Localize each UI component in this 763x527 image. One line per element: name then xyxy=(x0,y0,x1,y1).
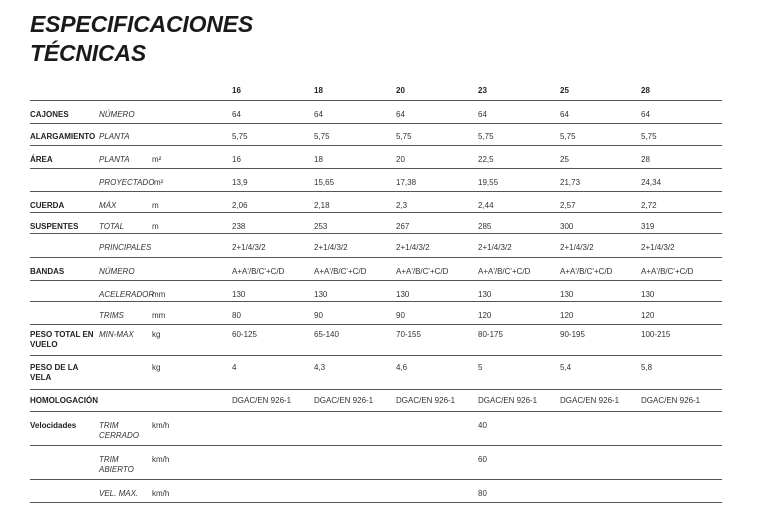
row-value: 4,6 xyxy=(396,363,408,372)
row-value: 64 xyxy=(641,110,650,119)
row-value: 5,75 xyxy=(478,132,494,141)
row-value: 2,18 xyxy=(314,201,330,210)
size-header-18: 18 xyxy=(314,86,323,95)
row-value: 2,72 xyxy=(641,201,657,210)
row-category: CAJONES xyxy=(30,110,69,119)
row-value: 2+1/4/3/2 xyxy=(396,243,430,252)
row-value: 5,75 xyxy=(641,132,657,141)
row-category: PESO TOTAL EN VUELO xyxy=(30,330,94,349)
table-row xyxy=(30,390,722,412)
row-value: 130 xyxy=(641,290,655,299)
table-row xyxy=(30,146,722,169)
row-value: 130 xyxy=(232,290,246,299)
row-category: CUERDA xyxy=(30,201,65,210)
row-unit: km/h xyxy=(152,421,170,430)
row-value: 80 xyxy=(478,489,487,498)
row-value: 65-140 xyxy=(314,330,339,339)
row-unit: kg xyxy=(152,363,161,372)
row-value: 4 xyxy=(232,363,237,372)
row-value: A+A'/B/C'+C/D xyxy=(314,267,367,276)
row-value: 2+1/4/3/2 xyxy=(478,243,512,252)
row-value: A+A'/B/C'+C/D xyxy=(478,267,531,276)
size-header-28: 28 xyxy=(641,86,650,95)
size-header-16: 16 xyxy=(232,86,241,95)
row-value: 130 xyxy=(314,290,328,299)
table-row xyxy=(30,356,722,390)
row-unit: m xyxy=(152,222,159,231)
row-value: 2,44 xyxy=(478,201,494,210)
row-value: 20 xyxy=(396,155,405,164)
row-unit: mm xyxy=(152,290,166,299)
row-value: 24,34 xyxy=(641,178,662,187)
row-value: 2+1/4/3/2 xyxy=(641,243,675,252)
row-subcategory: TRIM CERRADO xyxy=(99,421,140,440)
row-value: 80 xyxy=(232,311,241,320)
row-category: PESO DE LA VELA xyxy=(30,363,79,382)
table-row xyxy=(30,192,722,213)
row-category: Velocidades xyxy=(30,421,77,430)
row-value: 15,65 xyxy=(314,178,335,187)
row-value: 2,06 xyxy=(232,201,248,210)
row-value: 130 xyxy=(396,290,410,299)
row-value: A+A'/B/C'+C/D xyxy=(396,267,449,276)
table-row xyxy=(30,123,722,146)
row-value: 267 xyxy=(396,222,410,231)
row-value: A+A'/B/C'+C/D xyxy=(232,267,285,276)
row-value: 2,3 xyxy=(396,201,408,210)
row-value: 19,55 xyxy=(478,178,499,187)
row-value: 28 xyxy=(641,155,650,164)
row-value: 130 xyxy=(478,290,492,299)
row-value: 120 xyxy=(478,311,492,320)
row-subcategory: VEL. MAX. xyxy=(99,489,139,498)
row-value: 5,8 xyxy=(641,363,653,372)
row-value: 17,38 xyxy=(396,178,417,187)
row-value: 5,4 xyxy=(560,363,572,372)
size-header-25: 25 xyxy=(560,86,569,95)
row-value: 21,73 xyxy=(560,178,581,187)
row-value: DGAC/EN 926-1 xyxy=(396,396,456,405)
row-value: 90 xyxy=(396,311,405,320)
row-value: 64 xyxy=(314,110,323,119)
table-row xyxy=(30,213,722,234)
table-row xyxy=(30,258,722,281)
row-category: SUSPENTES xyxy=(30,222,79,231)
table-row xyxy=(30,446,722,480)
table-row xyxy=(30,412,722,446)
row-value: 5,75 xyxy=(396,132,412,141)
row-unit: km/h xyxy=(152,489,170,498)
row-value: 319 xyxy=(641,222,655,231)
row-value: 13,9 xyxy=(232,178,248,187)
row-value: 2+1/4/3/2 xyxy=(560,243,594,252)
row-value: 90 xyxy=(314,311,323,320)
table-row xyxy=(30,281,722,302)
row-value: 100-215 xyxy=(641,330,671,339)
row-value: 64 xyxy=(560,110,569,119)
table-row xyxy=(30,480,722,503)
row-value: 25 xyxy=(560,155,569,164)
row-subcategory: NÚMERO xyxy=(99,110,135,119)
row-value: 120 xyxy=(641,311,655,320)
page-title xyxy=(30,10,253,68)
row-unit: mm xyxy=(152,311,166,320)
row-subcategory: PLANTA xyxy=(99,155,130,164)
row-subcategory: ACELERADOR xyxy=(99,290,155,299)
row-value: 80-175 xyxy=(478,330,503,339)
row-value: DGAC/EN 926-1 xyxy=(314,396,374,405)
row-value: 64 xyxy=(232,110,241,119)
row-category: ÁREA xyxy=(30,155,53,164)
row-value: 285 xyxy=(478,222,492,231)
row-value: A+A'/B/C'+C/D xyxy=(560,267,613,276)
row-value: 18 xyxy=(314,155,323,164)
row-value: DGAC/EN 926-1 xyxy=(478,396,538,405)
row-value: 120 xyxy=(560,311,574,320)
row-unit: kg xyxy=(152,330,161,339)
row-value: 2+1/4/3/2 xyxy=(314,243,348,252)
row-category: ALARGAMIENTO xyxy=(30,132,96,141)
page-title-line-2: TÉCNICAS xyxy=(30,40,146,66)
row-unit: m² xyxy=(152,155,162,164)
row-value: 5 xyxy=(478,363,483,372)
table-row xyxy=(30,169,722,192)
table-row xyxy=(30,325,722,356)
row-subcategory: TRIMS xyxy=(99,311,124,320)
row-value: 64 xyxy=(478,110,487,119)
table-row xyxy=(30,234,722,258)
row-value: 22,5 xyxy=(478,155,494,164)
row-value: 5,75 xyxy=(232,132,248,141)
table-row xyxy=(30,302,722,325)
row-value: A+A'/B/C'+C/D xyxy=(641,267,694,276)
row-category: BANDAS xyxy=(30,267,65,276)
row-subcategory: PRINCIPALES xyxy=(99,243,152,252)
row-category: HOMOLOGACIÓN xyxy=(30,396,98,405)
row-value: 40 xyxy=(478,421,487,430)
row-value: 2+1/4/3/2 xyxy=(232,243,266,252)
row-value: DGAC/EN 926-1 xyxy=(641,396,701,405)
row-value: 16 xyxy=(232,155,241,164)
row-value: 130 xyxy=(560,290,574,299)
row-subcategory: TRIM ABIERTO xyxy=(99,455,134,474)
row-subcategory: TOTAL xyxy=(99,222,125,231)
row-value: 5,75 xyxy=(314,132,330,141)
row-subcategory: PROYECTADO xyxy=(99,178,155,187)
row-subcategory: MÁX xyxy=(99,201,117,210)
row-value: 90-195 xyxy=(560,330,585,339)
table-row xyxy=(30,100,722,124)
size-header-23: 23 xyxy=(478,86,487,95)
row-value: DGAC/EN 926-1 xyxy=(232,396,292,405)
row-subcategory: PLANTA xyxy=(99,132,130,141)
row-unit: m xyxy=(152,201,159,210)
row-value: DGAC/EN 926-1 xyxy=(560,396,620,405)
row-subcategory: MIN-MAX xyxy=(99,330,134,339)
row-subcategory: NÚMERO xyxy=(99,267,135,276)
size-header-20: 20 xyxy=(396,86,405,95)
row-value: 5,75 xyxy=(560,132,576,141)
row-unit: km/h xyxy=(152,455,170,464)
row-value: 60 xyxy=(478,455,487,464)
row-unit: m² xyxy=(154,178,164,187)
row-value: 4,3 xyxy=(314,363,326,372)
row-value: 60-125 xyxy=(232,330,257,339)
row-value: 70-155 xyxy=(396,330,421,339)
row-value: 300 xyxy=(560,222,574,231)
row-value: 64 xyxy=(396,110,405,119)
row-value: 2,57 xyxy=(560,201,576,210)
row-value: 238 xyxy=(232,222,246,231)
row-value: 253 xyxy=(314,222,328,231)
page-title-line-1: ESPECIFICACIONES xyxy=(30,11,254,37)
